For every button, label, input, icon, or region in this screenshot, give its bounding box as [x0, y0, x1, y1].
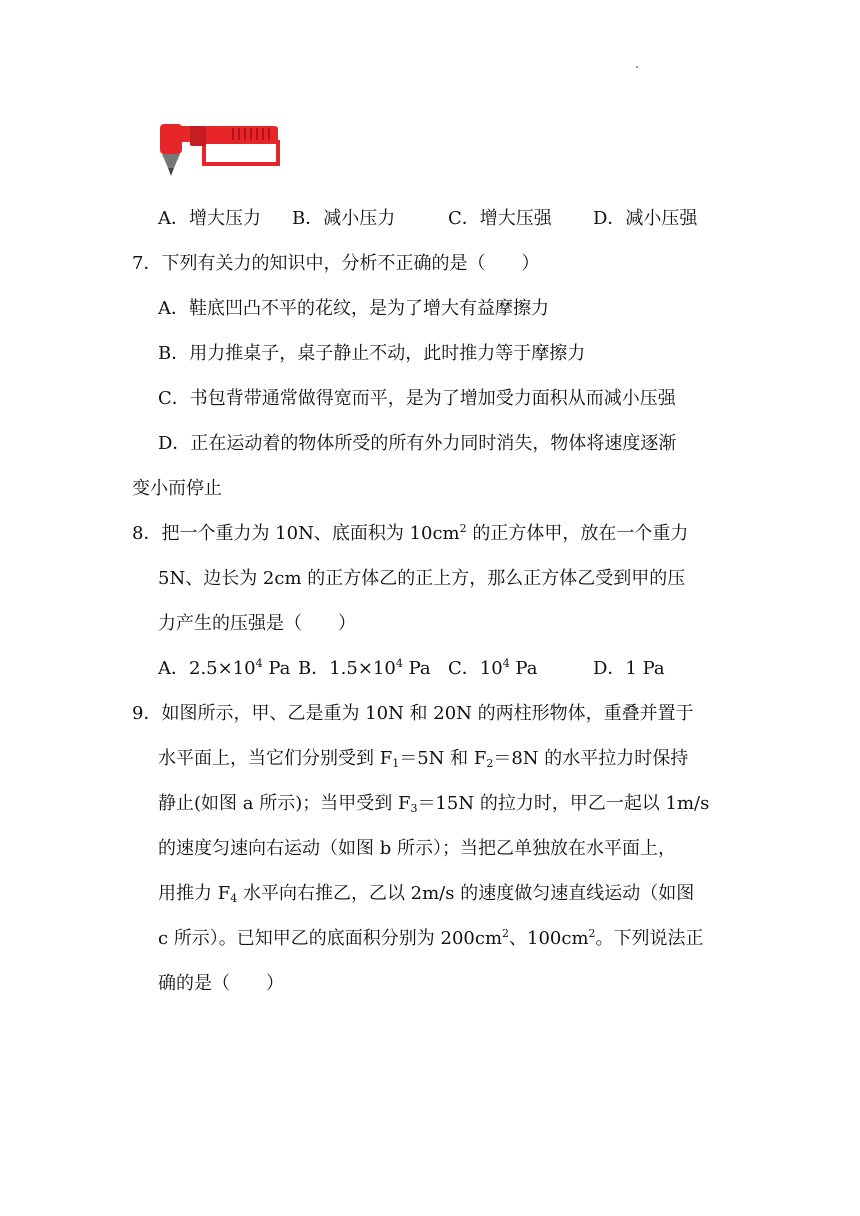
q8-c-sup: 4 — [502, 657, 510, 670]
q7-option-d: D．正在运动着的物体所受的所有外力同时消失，物体将速度逐渐 — [158, 433, 677, 454]
q9-stem-line5 — [158, 881, 694, 907]
q8-option-c — [448, 656, 537, 682]
safety-hammer-image — [154, 118, 284, 180]
q8-stem-line3: 力产生的压强是（ ） — [158, 613, 356, 634]
q8-l1b: 的正方体甲，放在一个重力 — [466, 523, 689, 544]
scan-dot — [636, 66, 638, 68]
q9-l6b: 、100cm — [509, 928, 589, 949]
q6-option-d: D．减小压强 — [593, 208, 698, 229]
q9-stem-line1: 9．如图所示，甲、乙是重为 10N 和 20N 的两柱形物体，重叠并置于 — [132, 703, 694, 724]
q9-stem-line2 — [158, 746, 688, 772]
q7-stem: 7．下列有关力的知识中，分析不正确的是（ ） — [132, 253, 540, 274]
q9-stem-line4: 的速度匀速向右运动（如图 b 所示）；当把乙单独放在水平面上， — [158, 838, 676, 859]
q6-option-a: A．增大压力 — [158, 208, 261, 229]
q8-stem-line1 — [132, 521, 688, 547]
q9-l2a: 水平面上，当它们分别受到 F — [158, 748, 393, 769]
q9-l6-sup1: 2 — [502, 927, 510, 940]
q9-l2c: ＝8N 的水平拉力时保持 — [493, 748, 689, 769]
q9-l3b: ＝15N 的拉力时，甲乙一起以 1m/s — [417, 793, 710, 814]
q8-a-pre: A．2.5×10 — [158, 658, 256, 679]
q8-option-d: D．1 Pa — [593, 658, 665, 679]
q9-l5a: 用推力 F — [158, 883, 231, 904]
q6-option-c: C．增大压强 — [448, 208, 552, 229]
q8-c-pre: C．10 — [448, 658, 503, 679]
q9-l2b: ＝5N 和 F — [399, 748, 487, 769]
q6-option-b: B．减小压力 — [292, 208, 396, 229]
q8-b-post: Pa — [402, 658, 431, 679]
q8-b-sup: 4 — [395, 657, 403, 670]
q7-option-b: B．用力推桌子，桌子静止不动，此时推力等于摩擦力 — [158, 343, 586, 364]
q8-option-a — [158, 656, 290, 682]
q9-l5-sub: 4 — [230, 892, 238, 905]
q8-stem-line2: 5N、边长为 2cm 的正方体乙的正上方，那么正方体乙受到甲的压 — [158, 568, 686, 589]
q7-option-a: A．鞋底凹凸不平的花纹，是为了增大有益摩擦力 — [158, 298, 549, 319]
q8-a-post: Pa — [262, 658, 291, 679]
q8-option-b — [298, 656, 431, 682]
q7-option-c: C．书包背带通常做得宽而平，是为了增加受力面积从而减小压强 — [158, 388, 676, 409]
q8-l1-sup: 2 — [459, 522, 467, 535]
q8-l1a: 8．把一个重力为 10N、底面积为 10cm — [132, 523, 460, 544]
q9-l6c: 。下列说法正 — [595, 928, 704, 949]
q9-l3-sub: 3 — [410, 802, 418, 815]
q9-stem-line3 — [158, 791, 709, 817]
q9-l6a: c 所示）。已知甲乙的底面积分别为 200cm — [158, 928, 503, 949]
q9-l3a: 静止(如图 a 所示)；当甲受到 F — [158, 793, 411, 814]
q7-option-d-cont: 变小而停止 — [132, 478, 222, 499]
q8-a-sup: 4 — [255, 657, 263, 670]
q9-stem-line7: 确的是（ ） — [158, 973, 284, 994]
q9-l2-sub1: 1 — [392, 757, 400, 770]
q8-b-pre: B．1.5×10 — [298, 658, 396, 679]
q9-l5b: 水平向右推乙，乙以 2m/s 的速度做匀速直线运动（如图 — [237, 883, 695, 904]
q9-l2-sub2: 2 — [486, 757, 494, 770]
q8-c-post: Pa — [509, 658, 538, 679]
q9-stem-line6 — [158, 926, 704, 952]
q9-l6-sup2: 2 — [588, 927, 596, 940]
